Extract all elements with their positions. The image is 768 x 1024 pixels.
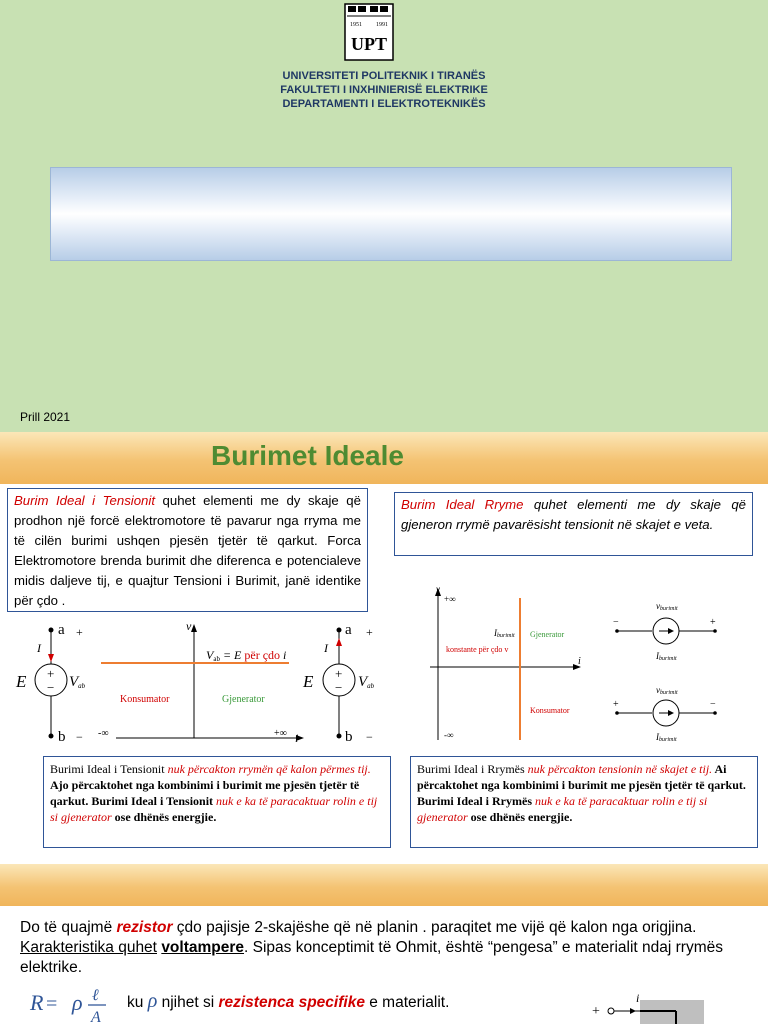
left-minus: −	[76, 730, 83, 744]
formula-r: R	[30, 990, 44, 1015]
right-minus: −	[366, 730, 373, 744]
right-vab-label: Vab	[358, 674, 375, 690]
right-source-minus: −	[335, 680, 343, 695]
current-note-part: Burimi Ideal i Rrymës	[417, 762, 528, 776]
right-terminal-b: b	[345, 729, 353, 745]
generator-region-label: Gjenerator	[222, 694, 265, 705]
current-v-axis-label: v	[436, 584, 440, 594]
faculty-name: FAKULTETI I INXHINIERISË ELEKTRIKE	[280, 84, 488, 96]
title-banner	[50, 167, 732, 261]
circuit-plus: +	[592, 1004, 600, 1019]
right-source-plus: +	[335, 666, 343, 681]
neg-infinity-label: -∞	[98, 728, 109, 739]
njihet-text: njihet si	[157, 994, 219, 1011]
voltampere-term: voltampere	[161, 939, 245, 956]
logo-year-right: 1991	[376, 22, 388, 28]
left-terminal-b: b	[58, 729, 66, 745]
current-source-diagram	[420, 580, 768, 748]
right-current-arrow-icon	[336, 638, 342, 646]
right-terminal-a: a	[345, 622, 352, 638]
current-source-note	[410, 756, 758, 848]
voltage-source-definition	[7, 488, 368, 612]
circuit-current-label: i	[636, 991, 640, 1005]
current-source-text: quhet elementi me dy skaje që gjeneron rrymë pavarësisht tensionit në skajet e veta.	[401, 497, 746, 532]
logo-year-left: 1951	[350, 22, 362, 28]
voltage-source-term: Burim Ideal i Tensionit	[14, 493, 155, 508]
top-minus: −	[613, 617, 619, 628]
consumer-region-label: Konsumator	[120, 694, 170, 705]
current-note-emphasis: nuk përcakton tensionin në skajet e tij.	[527, 762, 713, 776]
logo-monogram: UPT	[351, 34, 387, 54]
formula-equals: =	[46, 993, 58, 1015]
voltage-source-diagram	[6, 616, 390, 752]
formula-area: A	[91, 1009, 101, 1024]
department-name: DEPARTAMENTI I ELEKTROTEKNIKËS	[282, 98, 486, 110]
current-i-axis-label: i	[578, 656, 581, 667]
ku-text: ku	[127, 994, 148, 1011]
formula-length: ℓ	[92, 987, 99, 1004]
voltage-note-part: Ajo përcaktohet nga kombinimi i burimit me pjesën tjetër të qarkut. Burimi Ideal i Tensionit	[50, 778, 360, 808]
bottom-i-burimit: Iburimit	[656, 732, 677, 743]
bottom-v-burimit: vburimit	[656, 685, 678, 696]
current-generator-label: Gjenerator	[530, 630, 565, 639]
left-emf-label: E	[16, 672, 27, 691]
bottom-plus: +	[613, 699, 619, 710]
slide-header-bar	[0, 864, 768, 906]
formula-rho: ρ	[72, 990, 83, 1015]
material-text: e materialit.	[364, 994, 450, 1011]
current-note-emphasis: nuk e ka të paracaktuar rolin e tij si gjenerator	[417, 794, 708, 824]
left-source-plus: +	[47, 666, 55, 681]
top-plus: +	[710, 617, 716, 628]
specific-resistance-term: rezistenca specifike	[218, 994, 365, 1011]
current-source-definition	[394, 492, 753, 556]
current-consumer-label: Konsumator	[530, 706, 570, 715]
right-current-label: I	[324, 641, 328, 655]
resistor-definition	[20, 918, 750, 978]
constant-for-every-v-label: konstante për çdo v	[446, 645, 509, 654]
resistor-slide	[0, 864, 768, 1024]
upt-logo-icon	[343, 2, 395, 62]
top-i-burimit: Iburimit	[656, 651, 677, 662]
title-slide	[0, 0, 768, 432]
resistance-formula	[28, 980, 128, 1024]
slide-title: Burimet Ideale	[211, 440, 404, 471]
vab-equals-e-label: Vab = E për çdo i	[206, 648, 287, 663]
bottom-minus: −	[710, 699, 716, 710]
resistor-text: . Sipas konceptimit të Ohmit, është “pengesa” e materialit ndaj rrymës elektrike.	[20, 939, 723, 976]
current-pos-infinity: +∞	[444, 594, 456, 604]
left-current-arrow-icon	[48, 654, 54, 662]
right-plus: +	[366, 625, 373, 639]
left-current-label: I	[37, 641, 41, 655]
pos-infinity-label: +∞	[274, 728, 287, 739]
resistor-circuit-icon	[588, 990, 708, 1024]
current-note-part: Ai përcaktohet nga kombinimi i burimit me pjesën tjetër të qarkut. Burimi Ideal i Rrymës	[417, 762, 746, 808]
voltage-note-emphasis: nuk e ka të paracaktuar rolin e tij si gjenerator	[50, 794, 378, 824]
voltage-source-note	[43, 756, 391, 848]
i-burimit-label: Iburimit	[494, 628, 515, 639]
presentation-date: Prill 2021	[20, 410, 71, 424]
voltage-note-emphasis: nuk përcakton rrymën që kalon përmes tij.	[167, 762, 371, 776]
resistor-term: rezistor	[116, 919, 173, 936]
rho-symbol: ρ	[147, 990, 158, 1012]
v-axis-label: v	[186, 619, 192, 633]
rho-explanation	[127, 990, 449, 1013]
i-axis-label: i	[295, 731, 299, 745]
left-plus: +	[76, 625, 83, 639]
left-vab-label: Vab	[69, 674, 86, 690]
top-v-burimit: vburimit	[656, 601, 678, 612]
left-terminal-a: a	[58, 622, 65, 638]
resistor-text: çdo pajisje 2-skajëshe që në planin . paraqitet me vijë që kalon nga origjina.	[172, 919, 697, 936]
voltage-note-part: ose dhënës energjie.	[111, 810, 217, 824]
current-source-term: Burim Ideal Rryme	[401, 497, 524, 512]
ideal-sources-slide	[0, 432, 768, 864]
current-neg-infinity: -∞	[444, 730, 454, 740]
resistor-text: Do të quajmë	[20, 919, 117, 936]
voltage-note-part: Burimi Ideal i Tensionit	[50, 762, 168, 776]
right-emf-label: E	[303, 672, 314, 691]
university-name: UNIVERSITETI POLITEKNIK I TIRANËS	[282, 70, 486, 82]
characteristic-text: Karakteristika quhet	[20, 939, 157, 956]
voltage-source-text: quhet elementi me dy skaje që prodhon një forcë elektromotore të pavarur nga rryma me të cilën burimi ushqen pjesën tjetër të qarkut. Forca Elektromotore brenda burimit dhe diferenca e potencialeve midis daljeve tij, e quajtur Tensioni i Burimit, janë identike për çdo .	[14, 493, 361, 608]
left-source-minus: −	[47, 680, 55, 695]
current-note-part: ose dhënës energjie.	[467, 810, 573, 824]
